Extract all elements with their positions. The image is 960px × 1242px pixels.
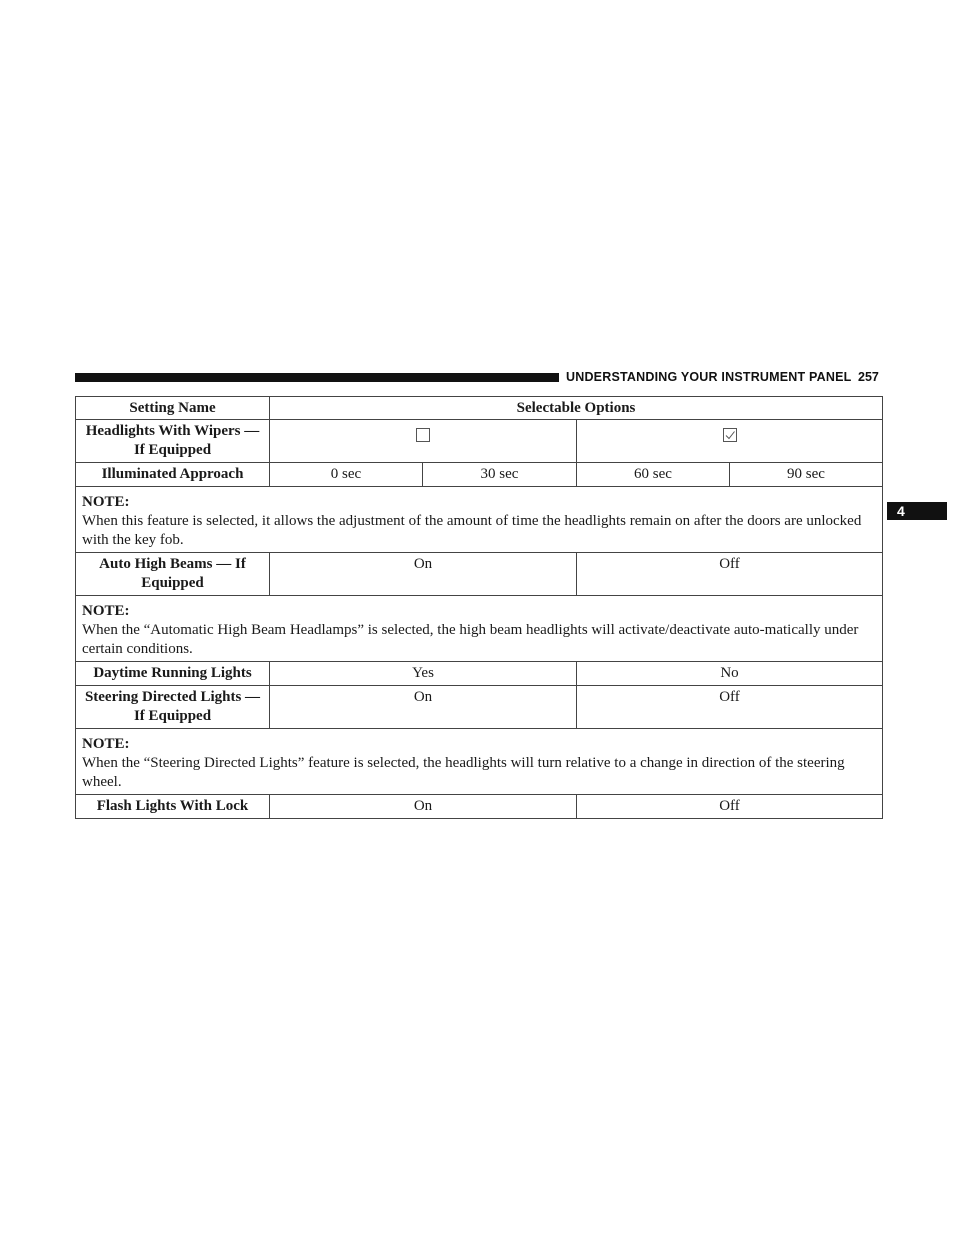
- option-cell: Off: [577, 553, 883, 596]
- setting-name: Illuminated Approach: [76, 463, 270, 487]
- option-cell: 90 sec: [730, 463, 883, 487]
- option-cell: [270, 420, 577, 463]
- chapter-tab: 4: [887, 502, 947, 520]
- option-cell: Off: [577, 795, 883, 819]
- settings-table: [75, 396, 883, 819]
- option-cell: On: [270, 686, 577, 729]
- option-cell: 60 sec: [577, 463, 730, 487]
- setting-name: Daytime Running Lights: [76, 662, 270, 686]
- option-cell: [577, 420, 883, 463]
- checked-box-icon: [723, 428, 737, 442]
- option-cell: Yes: [270, 662, 577, 686]
- option-cell: On: [270, 553, 577, 596]
- option-cell: Off: [577, 686, 883, 729]
- setting-name: Auto High Beams — If Equipped: [76, 553, 270, 596]
- table-row-flash-lights-with-lock: [76, 795, 883, 819]
- page-number: 257: [858, 370, 879, 384]
- setting-name: Headlights With Wipers — If Equipped: [76, 420, 270, 463]
- note-text: When the “Automatic High Beam Headlamps” is selected, the high beam headlights will activate/deactivate auto-matically under certain conditions.: [82, 622, 859, 657]
- column-header-setting-name: Setting Name: [76, 397, 270, 420]
- table-header-row: [76, 397, 883, 420]
- table-row-note: [76, 729, 883, 795]
- unchecked-box-icon: [416, 428, 430, 442]
- note-label: NOTE:: [82, 736, 130, 752]
- table-row-note: [76, 596, 883, 662]
- option-cell: No: [577, 662, 883, 686]
- table-row-illuminated-approach: [76, 463, 883, 487]
- setting-name: Flash Lights With Lock: [76, 795, 270, 819]
- note-text: When this feature is selected, it allows the adjustment of the amount of time the headlights remain on after the doors are unlocked with the key fob.: [82, 513, 862, 548]
- table-row-daytime-running-lights: [76, 662, 883, 686]
- note-cell: [76, 487, 883, 553]
- note-label: NOTE:: [82, 603, 130, 619]
- note-label: NOTE:: [82, 494, 130, 510]
- table-row-steering-directed-lights: [76, 686, 883, 729]
- note-cell: [76, 729, 883, 795]
- note-cell: [76, 596, 883, 662]
- option-cell: 0 sec: [270, 463, 423, 487]
- header-rule-bar: [75, 373, 559, 382]
- column-header-selectable-options: Selectable Options: [270, 397, 883, 420]
- setting-name: Steering Directed Lights — If Equipped: [76, 686, 270, 729]
- option-cell: On: [270, 795, 577, 819]
- table-row-auto-high-beams: [76, 553, 883, 596]
- option-cell: 30 sec: [423, 463, 577, 487]
- note-text: When the “Steering Directed Lights” feature is selected, the headlights will turn relative to a change in direction of the steering wheel.: [82, 755, 845, 790]
- running-header-title: UNDERSTANDING YOUR INSTRUMENT PANEL: [566, 370, 852, 384]
- table-row-headlights-wipers: [76, 420, 883, 463]
- table-row-note: [76, 487, 883, 553]
